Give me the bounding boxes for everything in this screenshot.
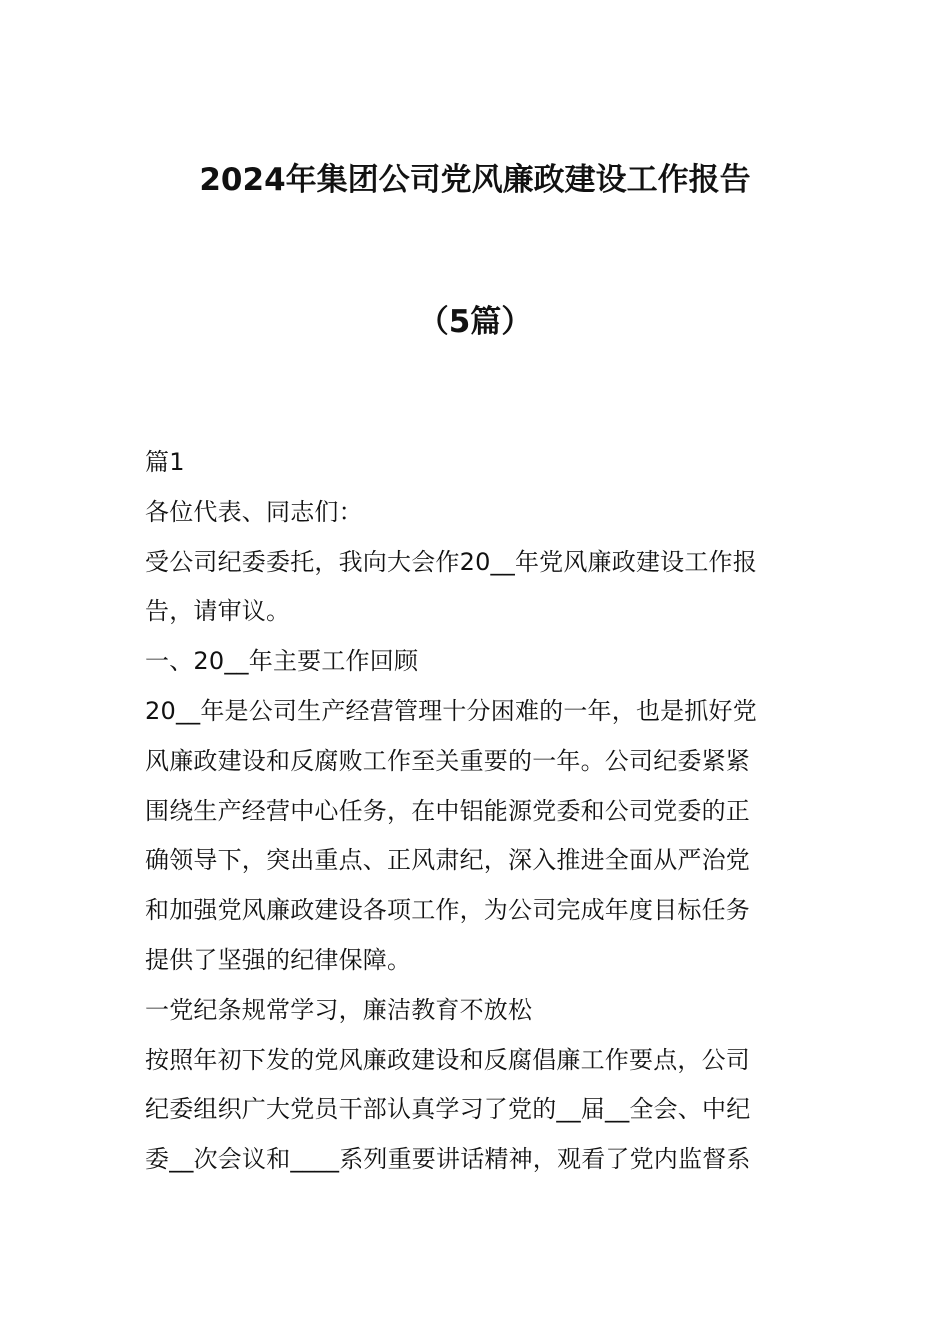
paragraph-line: 风廉政建设和反腐败工作至关重要的一年。公司纪委紧紧 [145, 746, 750, 775]
paragraph-line: 委__次会议和____系列重要讲话精神，观看了党内监督系 [145, 1145, 751, 1174]
paragraph-line: 按照年初下发的党风廉政建设和反腐倡廉工作要点，公司 [145, 1045, 750, 1074]
document-body [145, 438, 810, 1185]
paragraph-line: 20__年是公司生产经营管理十分困难的一年，也是抓好党 [145, 696, 757, 725]
paragraph-line: 提供了坚强的纪律保障。 [145, 945, 412, 974]
paragraph-line: 和加强党风廉政建设各项工作，为公司完成年度目标任务 [145, 896, 750, 925]
salutation: 各位代表、同志们： [145, 497, 363, 526]
document-title: 2024年集团公司党风廉政建设工作报告 [199, 162, 751, 198]
document-subtitle: （5篇） [417, 304, 533, 340]
paragraph-line: 受公司纪委委托，我向大会作20__年党风廉政建设工作报 [145, 547, 757, 576]
subsection-heading: 一党纪条规常学习，廉洁教育不放松 [145, 995, 533, 1024]
paragraph-line: 确领导下，突出重点、正风肃纪，深入推进全面从严治党 [145, 846, 750, 875]
section-heading: 一、20__年主要工作回顾 [145, 647, 419, 676]
paragraph-line: 告，请审议。 [145, 597, 291, 626]
paragraph-line: 围绕生产经营中心任务，在中铝能源党委和公司党委的正 [145, 796, 750, 825]
section-label: 篇1 [145, 448, 185, 476]
paragraph-line: 纪委组织广大党员干部认真学习了党的__届__全会、中纪 [145, 1095, 751, 1124]
